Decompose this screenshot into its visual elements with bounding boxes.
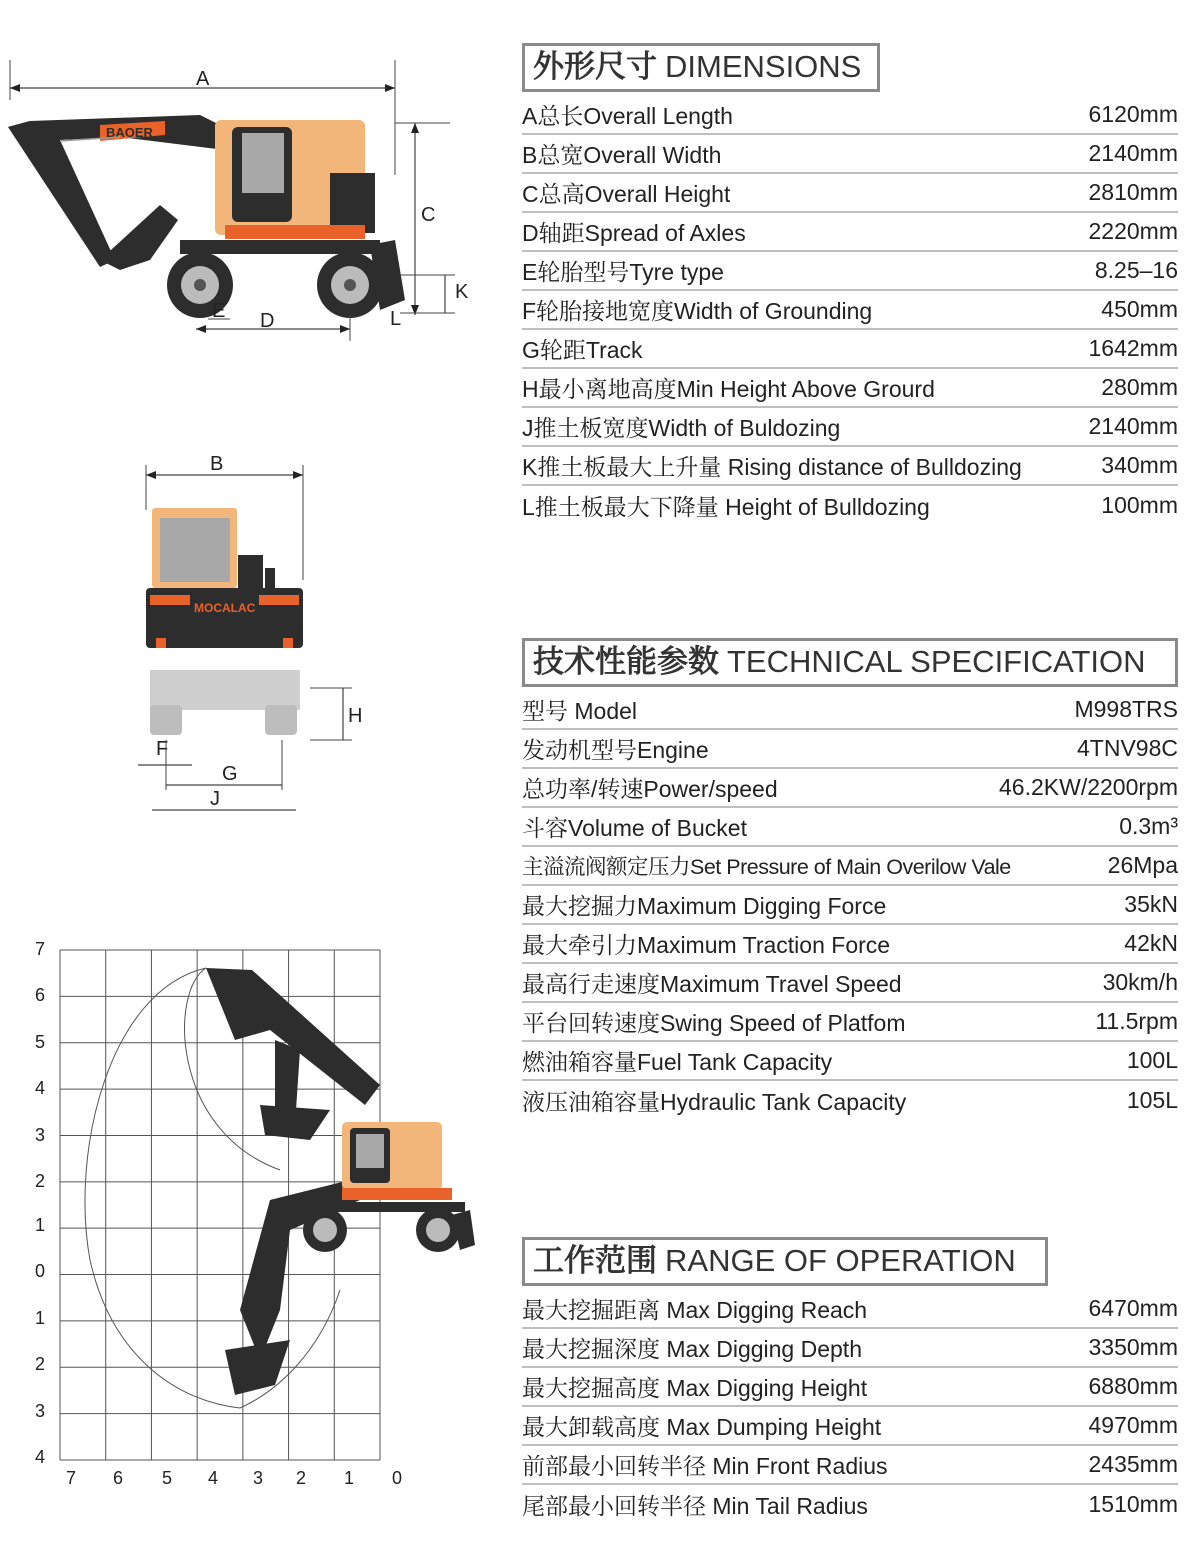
y-tick: 6 [35, 985, 46, 1005]
table-row: 液压油箱容量Hydraulic Tank Capacity 105L [522, 1087, 1178, 1115]
table-row: 最高行走速度Maximum Travel Speed 30km/h [522, 964, 1178, 1003]
side-label-c: C [421, 204, 436, 226]
x-tick: 5 [162, 1468, 173, 1488]
technical-section [522, 638, 1178, 1120]
front-label-j: J [210, 788, 220, 810]
table-row: 主溢流阀额定压力Set Pressure of Main Overilow Vale 26Mpa [522, 847, 1178, 886]
x-tick: 0 [392, 1468, 403, 1488]
y-tick: 2 [35, 1354, 46, 1374]
technical-title: 技术性能参数 TECHNICAL SPECIFICATION [522, 638, 1178, 687]
front-label-g: G [222, 763, 238, 785]
y-tick: 2 [35, 1171, 46, 1191]
side-label-d: D [260, 310, 275, 332]
table-row: J推土板宽度Width of Buldozing 2140mm [522, 408, 1178, 447]
table-row: 最大卸载高度 Max Dumping Height 4970mm [522, 1407, 1178, 1446]
table-row: D轴距Spread of Axles 2220mm [522, 213, 1178, 252]
dimensions-title: 外形尺寸 DIMENSIONS [522, 43, 880, 92]
table-row: K推土板最大上升量 Rising distance of Bulldozing 340mm [522, 447, 1178, 486]
operation-table [522, 1290, 1178, 1524]
side-view-diagram [0, 55, 480, 355]
front-label-b: B [210, 453, 224, 475]
table-row: 最大挖掘力Maximum Digging Force 35kN [522, 886, 1178, 925]
front-view-diagram [130, 450, 380, 820]
y-tick: 7 [35, 939, 46, 959]
table-row: L推土板最大下降量 Height of Bulldozing 100mm [522, 492, 1178, 520]
table-row: E轮胎型号Tyre type 8.25–16 [522, 252, 1178, 291]
table-row: 平台回转速度Swing Speed of Platfom 11.5rpm [522, 1003, 1178, 1042]
table-row: 发动机型号Engine 4TNV98C [522, 730, 1178, 769]
y-tick: 0 [35, 1261, 46, 1281]
y-tick: 5 [35, 1032, 46, 1052]
side-label-a: A [196, 68, 210, 90]
front-brand: MOCALAC [194, 601, 256, 615]
x-tick: 6 [113, 1468, 124, 1488]
range-chart [20, 930, 480, 1490]
table-row: 斗容Volume of Bucket 0.3m³ [522, 808, 1178, 847]
table-row: 尾部最小回转半径 Min Tail Radius 1510mm [522, 1491, 1178, 1519]
dimensions-section [522, 43, 1178, 525]
side-label-k: K [455, 281, 469, 303]
table-row: A总长Overall Length 6120mm [522, 96, 1178, 135]
table-row: 前部最小回转半径 Min Front Radius 2435mm [522, 1446, 1178, 1485]
table-row: F轮胎接地宽度Width of Grounding 450mm [522, 291, 1178, 330]
x-tick: 4 [208, 1468, 219, 1488]
front-label-h: H [348, 705, 363, 727]
x-tick: 1 [344, 1468, 355, 1488]
table-row: 总功率/转速Power/speed 46.2KW/2200rpm [522, 769, 1178, 808]
table-row: 最大挖掘距离 Max Digging Reach 6470mm [522, 1290, 1178, 1329]
table-row: 最大牵引力Maximum Traction Force 42kN [522, 925, 1178, 964]
x-tick: 2 [296, 1468, 307, 1488]
y-tick: 3 [35, 1401, 46, 1421]
table-row: 燃油箱容量Fuel Tank Capacity 100L [522, 1042, 1178, 1081]
side-label-l: L [390, 308, 402, 330]
table-row: B总宽Overall Width 2140mm [522, 135, 1178, 174]
table-row: 最大挖掘深度 Max Digging Depth 3350mm [522, 1329, 1178, 1368]
y-tick: 4 [35, 1078, 46, 1098]
dimensions-table [522, 96, 1178, 525]
y-tick: 3 [35, 1125, 46, 1145]
side-label-e: E [212, 300, 226, 322]
table-row: G轮距Track 1642mm [522, 330, 1178, 369]
x-tick: 3 [253, 1468, 264, 1488]
table-row: C总高Overall Height 2810mm [522, 174, 1178, 213]
table-row: 型号 Model M998TRS [522, 691, 1178, 730]
table-row: H最小离地高度Min Height Above Grourd 280mm [522, 369, 1178, 408]
front-label-f: F [156, 738, 169, 760]
y-tick: 1 [35, 1308, 46, 1328]
operation-title: 工作范围 RANGE OF OPERATION [522, 1237, 1048, 1286]
table-row: 最大挖掘高度 Max Digging Height 6880mm [522, 1368, 1178, 1407]
y-tick: 1 [35, 1215, 46, 1235]
y-tick: 4 [35, 1447, 46, 1467]
x-tick: 7 [66, 1468, 77, 1488]
side-brand: BAOER [106, 125, 153, 140]
technical-table [522, 691, 1178, 1120]
operation-section [522, 1237, 1178, 1524]
